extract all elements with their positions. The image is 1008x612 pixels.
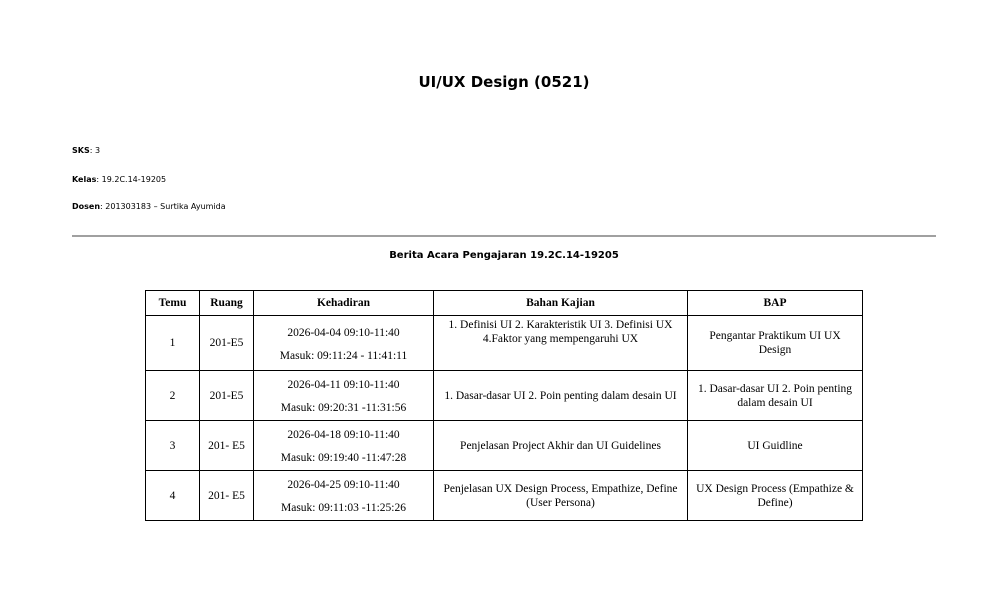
cell-bahan-kajian: 1. Definisi UI 2. Karakteristik UI 3. Definisi UX 4.Faktor yang mempengaruhi UX	[434, 316, 688, 371]
table-row	[146, 421, 863, 471]
kehadiran-jadwal: 2026-04-18 09:10-11:40	[287, 429, 400, 441]
table-header-row	[146, 291, 863, 316]
table-title: Berita Acara Pengajaran 19.2C.14-19205	[389, 250, 619, 261]
cell-kehadiran	[254, 421, 434, 471]
kelas-value: : 19.2C.14-19205	[96, 175, 167, 184]
table-row	[146, 371, 863, 421]
divider	[72, 235, 936, 237]
cell-bap: UX Design Process (Empathize & Define)	[688, 471, 863, 521]
kehadiran-masuk: Masuk: 09:11:24 - 11:41:11	[279, 349, 408, 362]
kelas-line	[72, 175, 166, 184]
cell-temu: 1	[146, 316, 200, 371]
table-row	[146, 471, 863, 521]
header-bahan-kajian: Bahan Kajian	[434, 291, 688, 316]
kehadiran-masuk: Masuk: 09:11:03 -11:25:26	[280, 502, 406, 514]
kehadiran-jadwal: 2026-04-11 09:10-11:40	[287, 379, 400, 391]
cell-ruang: 201- E5	[200, 471, 254, 521]
table-row	[146, 316, 863, 371]
cell-kehadiran	[254, 316, 434, 371]
header-bap: BAP	[688, 291, 863, 316]
cell-bap: 1. Dasar-dasar UI 2. Poin penting dalam desain UI	[688, 371, 863, 421]
cell-bap: Pengantar Praktikum UI UX Design	[688, 316, 863, 371]
cell-temu: 3	[146, 421, 200, 471]
attendance-table	[145, 290, 863, 521]
dosen-value: : 201303183 – Surtika Ayumida	[100, 202, 226, 211]
cell-kehadiran	[254, 471, 434, 521]
dosen-label: Dosen	[72, 202, 101, 211]
cell-bahan-kajian: 1. Dasar-dasar UI 2. Poin penting dalam desain UI	[434, 371, 688, 421]
sks-value: : 3	[89, 146, 101, 155]
cell-bahan-kajian: Penjelasan UX Design Process, Empathize, Define (User Persona)	[434, 471, 688, 521]
cell-temu: 2	[146, 371, 200, 421]
cell-kehadiran	[254, 371, 434, 421]
cell-temu: 4	[146, 471, 200, 521]
document-title: UI/UX Design (0521)	[418, 73, 590, 91]
cell-bap: UI Guidline	[688, 421, 863, 471]
kehadiran-jadwal: 2026-04-25 09:10-11:40	[287, 479, 400, 491]
kehadiran-jadwal: 2026-04-04 09:10-11:40	[287, 326, 400, 339]
cell-ruang: 201- E5	[200, 421, 254, 471]
sks-label: SKS	[72, 146, 90, 155]
cell-bahan-kajian: Penjelasan Project Akhir dan UI Guidelines	[434, 421, 688, 471]
kehadiran-masuk: Masuk: 09:20:31 -11:31:56	[280, 402, 407, 414]
header-temu: Temu	[146, 291, 200, 316]
kehadiran-masuk: Masuk: 09:19:40 -11:47:28	[280, 452, 407, 464]
cell-ruang: 201-E5	[200, 371, 254, 421]
sks-line	[72, 146, 100, 155]
header-kehadiran: Kehadiran	[254, 291, 434, 316]
header-ruang: Ruang	[200, 291, 254, 316]
cell-ruang: 201-E5	[200, 316, 254, 371]
dosen-line	[72, 202, 226, 211]
kelas-label: Kelas	[72, 175, 97, 184]
